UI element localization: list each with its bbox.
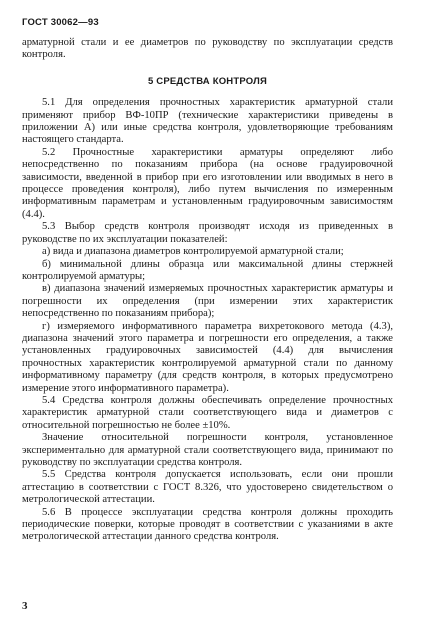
page-number: 3 [22, 600, 28, 612]
paragraph-5-3: 5.3 Выбор средств контроля производят исходя из приведенных в руководстве по их эксплуатации показателей: [22, 221, 393, 245]
paragraph-5-1: 5.1 Для определения прочностных характеристик арматурной стали применяют прибор ВФ-10ПР (технические характеристики приведены в приложении А) или иные средства контроля, удовлетворяющие требованиям настоящего стандарта. [22, 97, 393, 146]
list-item-b: б) минимальной длины образца или максимальной длины стержней контролируемой арматуры; [22, 258, 393, 282]
document-body [22, 37, 393, 544]
document-header: ГОСТ 30062—93 [22, 17, 99, 28]
list-item-g: г) измеряемого информативного параметра вихретокового метода (4.3), диапазона значений этого параметра и погрешности его определения, а также установленных градуировочных зависимостей (4.4) для вычисления прочностных характеристик контролируемой арматурной стали по данному информативному параметру (для средств контроля, в которых предусмотрено измерение этого информативного параметра). [22, 320, 393, 394]
section-title: 5 СРЕДСТВА КОНТРОЛЯ [147, 75, 268, 87]
paragraph-5-4: 5.4 Средства контроля должны обеспечивать определение прочностных характеристик арматурной стали соответствующего вида и диаметров с относительной погрешностью не более ±10%. [22, 394, 393, 431]
list-item-v: в) диапазона значений измеряемых прочностных характеристик арматуры и погрешности их определения (при измерении этих характеристик непосредственно по показаниям прибора); [22, 283, 393, 320]
paragraph-5-2: 5.2 Прочностные характеристики арматуры определяют либо непосредственно по показаниям прибора (на основе градуировочной зависимости, введенной в прибор при его изготовлении или вводимых в него в процессе проведения контроля), либо путем вычисления по измеренным информативным параметрам и установленным градуировочным зависимостям (4.4). [22, 146, 393, 220]
paragraph-5-5: 5.5 Средства контроля допускается использовать, если они прошли аттестацию в соответствии с ГОСТ 8.326, что удостоверено свидетельством о метрологической аттестации. [22, 469, 393, 506]
list-item-a: а) вида и диапазона диаметров контролируемой арматурной стали; [42, 246, 344, 258]
paragraph-error-note: Значение относительной погрешности контроля, установленное экспериментально для арматурной стали соответствующего вида, принимают по руководству по эксплуатации средства контроля. [22, 432, 393, 468]
intro-paragraph: арматурной стали и ее диаметров по руководству по эксплуатации средств контроля. [22, 37, 393, 61]
paragraph-5-6: 5.6 В процессе эксплуатации средства контроля должны проходить периодические поверки, которые проводят в соответствии с указаниями в акте метрологической аттестации данного средства контроля. [22, 506, 393, 543]
